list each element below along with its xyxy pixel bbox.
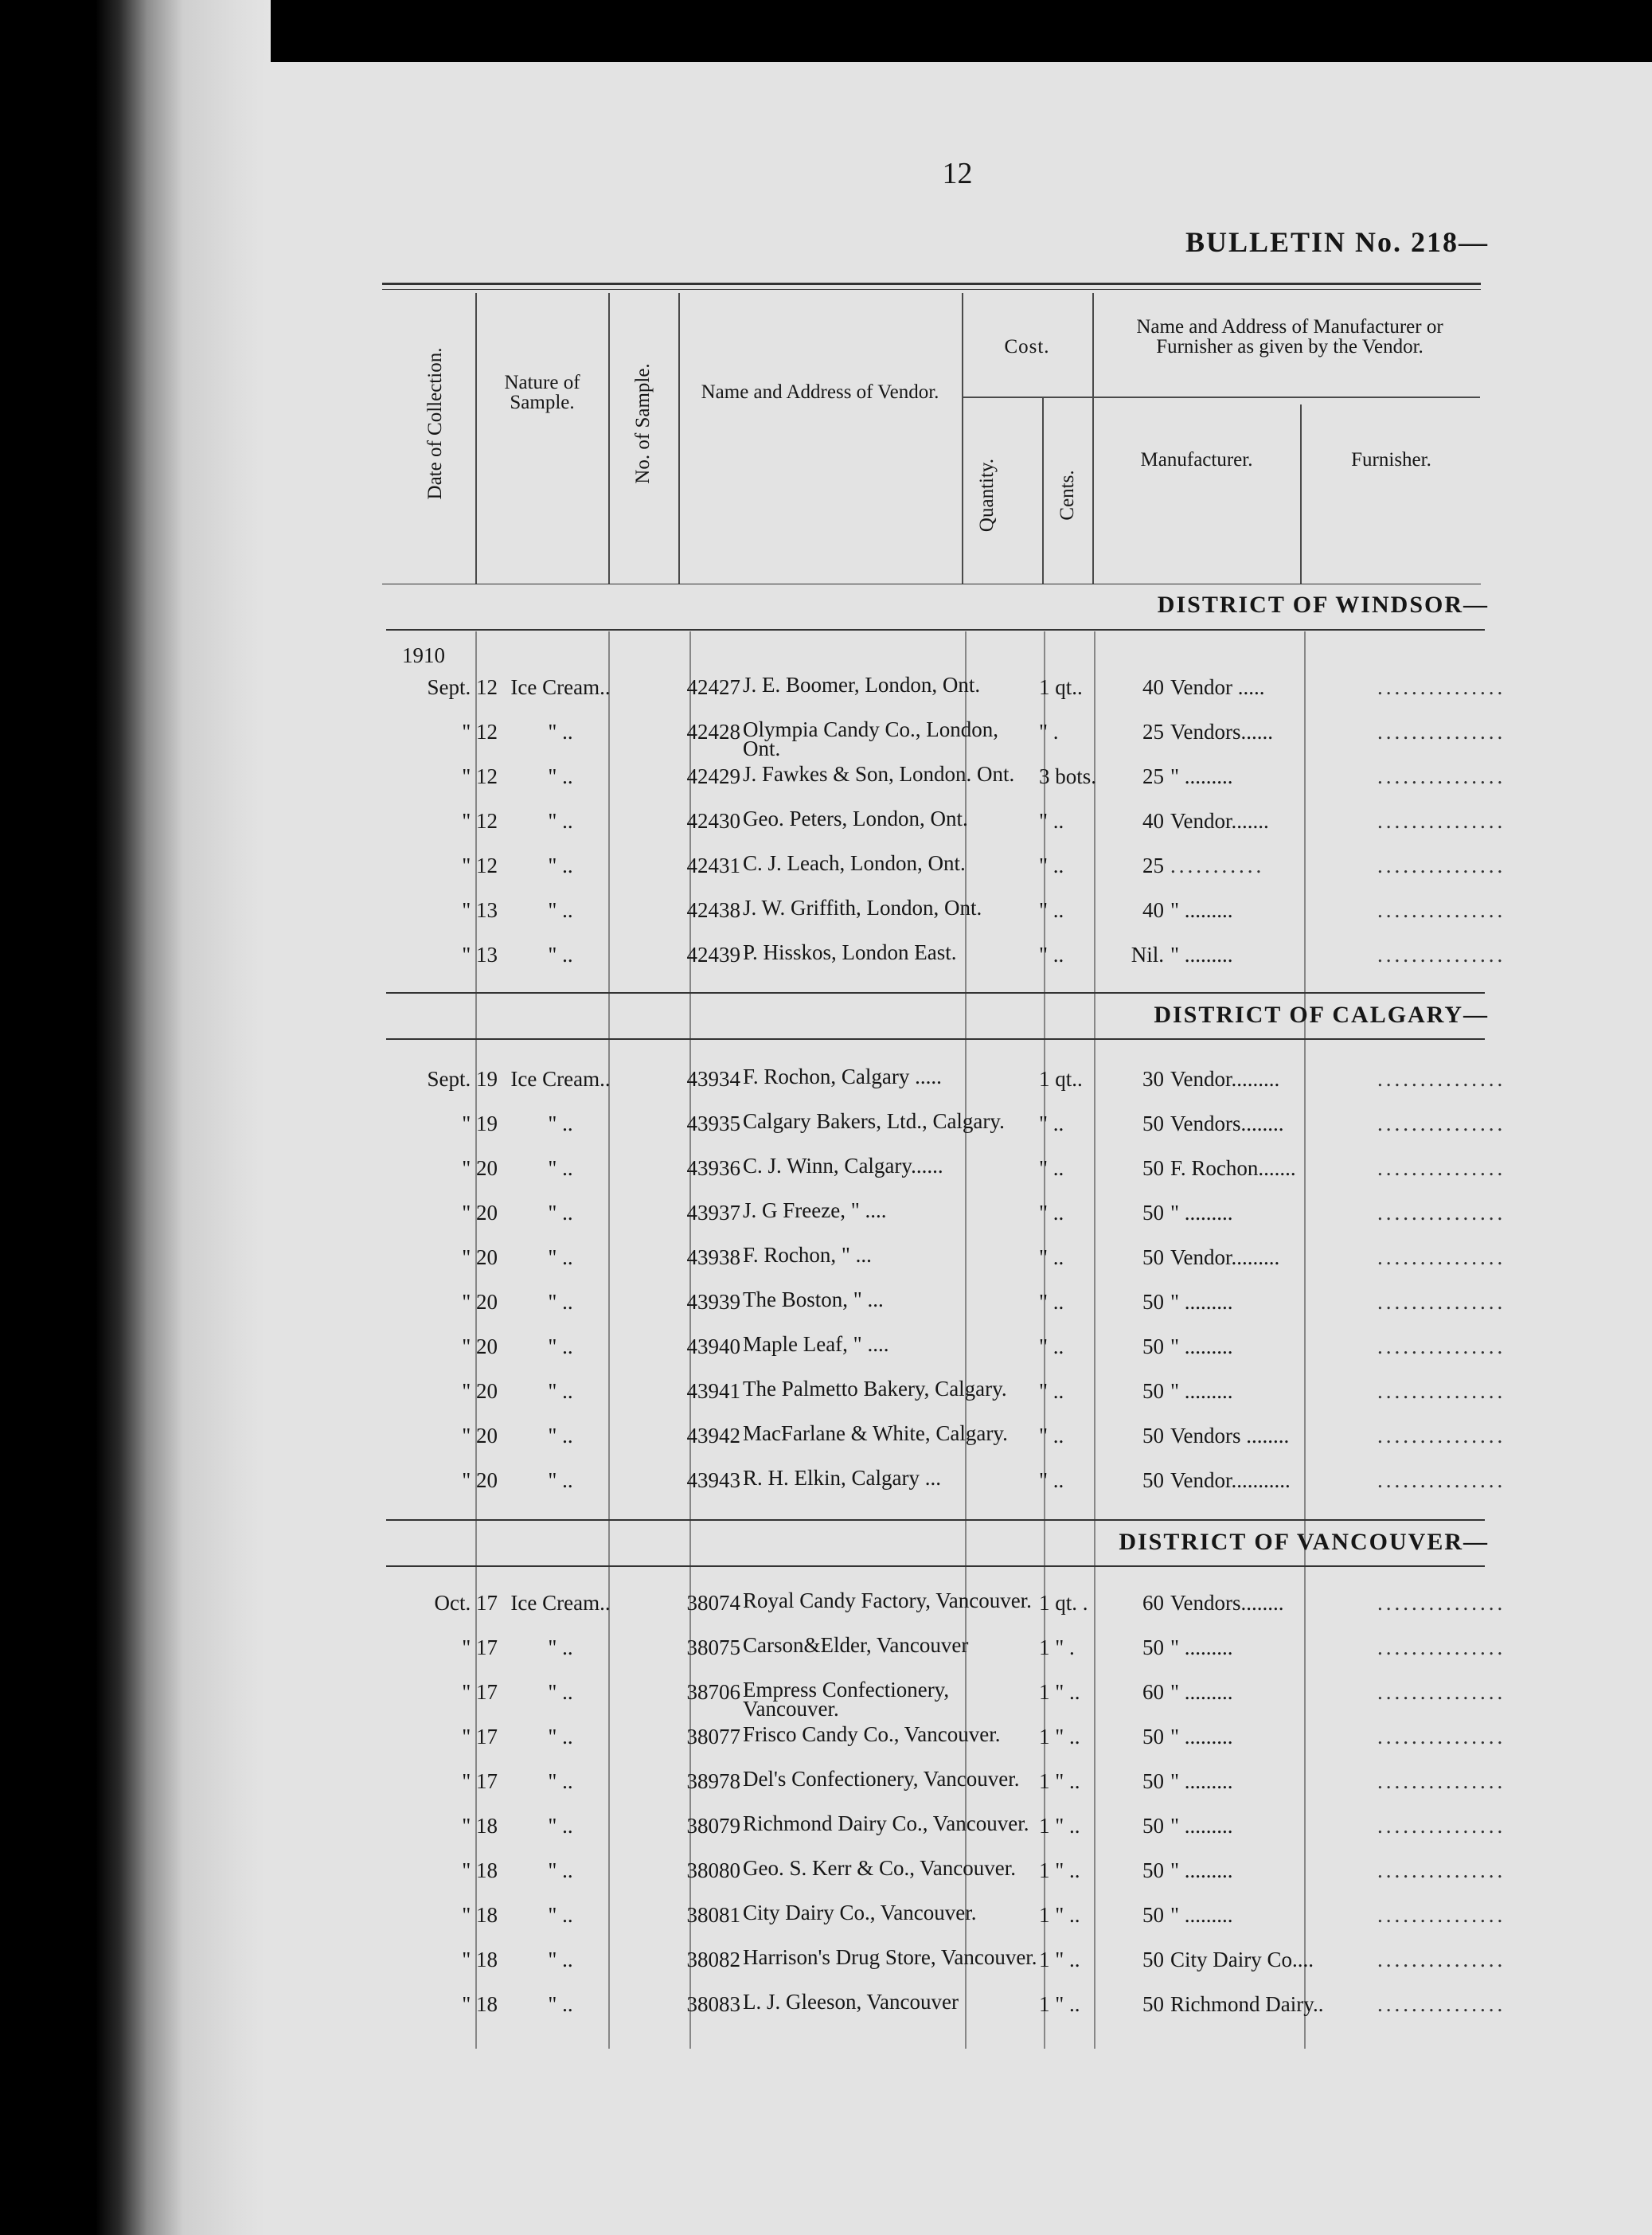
row-nature: " .. [548, 1635, 573, 1659]
row-date: " 18 [462, 1858, 498, 1882]
row-nature: Ice Cream.. [510, 675, 611, 699]
row-vendor: F. Rochon, Calgary ..... [743, 1065, 942, 1088]
district-heading-windsor: DISTRICT OF WINDSOR— [1157, 592, 1489, 618]
row-date: " 19 [462, 1112, 498, 1135]
row-furnisher: ............... [1377, 1680, 1506, 1704]
row-nature: " .. [548, 1814, 573, 1838]
row-nature: " .. [548, 854, 573, 877]
table-row [382, 1421, 1537, 1468]
row-furnisher: ............... [1377, 675, 1506, 699]
row-cents: 50 [1142, 1635, 1164, 1659]
row-vendor: J. Fawkes & Son, London. Ont. [743, 762, 1015, 786]
page-number: 12 [942, 157, 973, 190]
row-cents: 30 [1142, 1067, 1164, 1091]
row-cents: 50 [1142, 1948, 1164, 1971]
header-furnisher: Furnisher. [1351, 449, 1431, 471]
row-cents: 25 [1142, 764, 1164, 788]
row-manufacturer: Richmond Dairy.. [1170, 1992, 1324, 2016]
row-date: " 13 [462, 898, 498, 922]
row-quantity: " .. [1039, 943, 1064, 967]
row-furnisher: ............... [1377, 1201, 1506, 1225]
row-cents: 60 [1142, 1680, 1164, 1704]
row-furnisher: ............... [1377, 1290, 1506, 1314]
row-nature: " .. [548, 1379, 573, 1403]
row-date: Oct. 17 [434, 1591, 498, 1615]
row-vendor: Geo. S. Kerr & Co., Vancouver. [743, 1856, 1016, 1880]
row-nature: " .. [548, 1156, 573, 1180]
row-sample-no: 38079 [686, 1814, 740, 1838]
row-furnisher: ............... [1377, 1635, 1506, 1659]
table-row [382, 1858, 1537, 1903]
row-manufacturer: Vendor......... [1170, 1245, 1280, 1269]
row-vendor: Empress Confectionery, Vancouver. [743, 1678, 950, 1721]
district-rule [386, 992, 1485, 994]
row-cents: 40 [1142, 675, 1164, 699]
row-manufacturer: Vendor....... [1170, 809, 1269, 833]
row-sample-no: 42439 [686, 943, 740, 967]
row-cents: 50 [1142, 1334, 1164, 1358]
row-quantity: 1 " .. [1039, 1948, 1080, 1971]
row-manufacturer: " ......... [1170, 898, 1233, 922]
row-nature: " .. [548, 1858, 573, 1882]
row-sample-no: 38081 [686, 1903, 740, 1927]
row-vendor: Richmond Dairy Co., Vancouver. [743, 1811, 1029, 1835]
header-sample-no: No. of Sample. [632, 363, 654, 484]
header-divider [1042, 397, 1044, 584]
row-manufacturer: Vendor ..... [1170, 675, 1265, 699]
row-date: " 20 [462, 1156, 498, 1180]
row-sample-no: 38075 [686, 1635, 740, 1659]
row-sample-no: 43937 [686, 1201, 740, 1225]
cost-subrule [963, 397, 1092, 398]
header-divider [1300, 404, 1302, 584]
row-nature: " .. [548, 1948, 573, 1971]
row-vendor: P. Hisskos, London East. [743, 940, 957, 964]
row-date: " 18 [462, 1814, 498, 1838]
row-cents: 50 [1142, 1156, 1164, 1180]
row-quantity: " .. [1039, 1424, 1064, 1448]
row-vendor: The Boston, " ... [743, 1287, 884, 1311]
header-divider [475, 293, 477, 584]
header-divider [608, 293, 610, 584]
row-sample-no: 43941 [686, 1379, 740, 1403]
row-cents: 50 [1142, 1201, 1164, 1225]
row-vendor: R. H. Elkin, Calgary ... [743, 1466, 941, 1490]
row-vendor: Olympia Candy Co., London, Ont. [743, 717, 998, 760]
row-nature: " .. [548, 1424, 573, 1448]
row-date: " 12 [462, 854, 498, 877]
row-sample-no: 42430 [686, 809, 740, 833]
row-manufacturer: " ......... [1170, 1379, 1233, 1403]
row-sample-no: 38080 [686, 1858, 740, 1882]
row-sample-no: 43943 [686, 1468, 740, 1492]
row-nature: " .. [548, 1334, 573, 1358]
row-date: " 17 [462, 1769, 498, 1793]
row-sample-no: 43934 [686, 1067, 740, 1091]
table-row [382, 1156, 1537, 1201]
row-quantity: " .. [1039, 1334, 1064, 1358]
row-quantity: 1 " .. [1039, 1769, 1080, 1793]
row-quantity: 1 qt.. [1039, 1067, 1083, 1091]
row-date: Sept. 12 [427, 675, 498, 699]
row-cents: 50 [1142, 1245, 1164, 1269]
row-furnisher: ............... [1377, 1725, 1506, 1749]
row-manufacturer: " ......... [1170, 1290, 1233, 1314]
row-nature: " .. [548, 1769, 573, 1793]
table-row [382, 1468, 1537, 1513]
header-top-rule [382, 283, 1481, 285]
header-manufacturer: Manufacturer. [1140, 449, 1253, 471]
document-page [263, 62, 1652, 2235]
header-quantity: Quantity. [976, 458, 998, 533]
row-nature: " .. [548, 898, 573, 922]
row-date: " 20 [462, 1468, 498, 1492]
header-vendor: Name and Address of Vendor. [701, 381, 939, 403]
table-row [382, 1588, 1537, 1635]
row-vendor: MacFarlane & White, Calgary. [743, 1421, 1008, 1445]
row-furnisher: ............... [1377, 1156, 1506, 1180]
row-furnisher: ............... [1377, 720, 1506, 744]
row-cents: 50 [1142, 1379, 1164, 1403]
row-quantity: " . [1039, 720, 1059, 744]
row-date: " 20 [462, 1424, 498, 1448]
row-date: " 20 [462, 1201, 498, 1225]
row-furnisher: ............... [1377, 1334, 1506, 1358]
row-cents: 25 [1142, 720, 1164, 744]
row-date: " 12 [462, 764, 498, 788]
row-quantity: 1 " .. [1039, 1680, 1080, 1704]
bulletin-title: BULLETIN No. 218— [1185, 226, 1489, 258]
row-date: " 20 [462, 1290, 498, 1314]
row-furnisher: ............... [1377, 1992, 1506, 2016]
row-manufacturer: ........... [1170, 854, 1265, 877]
header-date: Date of Collection. [424, 347, 446, 500]
row-cents: 50 [1142, 1769, 1164, 1793]
row-furnisher: ............... [1377, 1067, 1506, 1091]
row-manufacturer: " ......... [1170, 943, 1233, 967]
table-row [382, 1680, 1537, 1725]
table-row [382, 1379, 1537, 1424]
row-nature: " .. [548, 720, 573, 744]
row-manufacturer: " ......... [1170, 1858, 1233, 1882]
row-furnisher: ............... [1377, 1814, 1506, 1838]
row-quantity: " .. [1039, 898, 1064, 922]
table-row [382, 1811, 1537, 1858]
row-sample-no: 43938 [686, 1245, 740, 1269]
row-manufacturer: " ......... [1170, 1814, 1233, 1838]
row-vendor: J. E. Boomer, London, Ont. [743, 673, 981, 697]
row-cents: 40 [1142, 809, 1164, 833]
row-sample-no: 43940 [686, 1334, 740, 1358]
row-cents: 50 [1142, 1858, 1164, 1882]
row-quantity: " .. [1039, 1156, 1064, 1180]
row-quantity: 3 bots. [1039, 764, 1097, 788]
row-furnisher: ............... [1377, 1948, 1506, 1971]
row-quantity: " .. [1039, 1468, 1064, 1492]
row-vendor: Del's Confectionery, Vancouver. [743, 1767, 1020, 1791]
row-quantity: " .. [1039, 1290, 1064, 1314]
row-manufacturer: " ......... [1170, 1635, 1233, 1659]
row-date: " 12 [462, 720, 498, 744]
table-row [382, 851, 1537, 898]
row-manufacturer: " ......... [1170, 1903, 1233, 1927]
row-quantity: 1 " .. [1039, 1903, 1080, 1927]
table-row [382, 1245, 1537, 1290]
row-quantity: " .. [1039, 1201, 1064, 1225]
row-furnisher: ............... [1377, 1468, 1506, 1492]
district-rule [386, 1519, 1485, 1521]
row-manufacturer: " ......... [1170, 1769, 1233, 1793]
row-date: " 20 [462, 1245, 498, 1269]
mfr-subrule [1094, 397, 1480, 398]
row-quantity: " .. [1039, 1112, 1064, 1135]
row-date: " 17 [462, 1725, 498, 1749]
row-cents: 50 [1142, 1468, 1164, 1492]
row-nature: " .. [548, 1245, 573, 1269]
row-cents: 50 [1142, 1424, 1164, 1448]
year-label: 1910 [402, 643, 445, 667]
row-sample-no: 38083 [686, 1992, 740, 2016]
row-manufacturer: F. Rochon....... [1170, 1156, 1296, 1180]
row-furnisher: ............... [1377, 1245, 1506, 1269]
row-date: " 20 [462, 1334, 498, 1358]
row-vendor: C. J. Leach, London, Ont. [743, 851, 966, 875]
row-nature: " .. [548, 1725, 573, 1749]
row-vendor: J. G Freeze, " .... [743, 1198, 887, 1222]
row-nature: Ice Cream.. [510, 1067, 611, 1091]
row-date: " 17 [462, 1680, 498, 1704]
row-nature: " .. [548, 1992, 573, 2016]
table-row [382, 1992, 1537, 2037]
row-nature: " .. [548, 1112, 573, 1135]
row-quantity: " .. [1039, 1245, 1064, 1269]
row-sample-no: 43936 [686, 1156, 740, 1180]
header-mfr-group: Name and Address of Manufacturer or Furnisher as given by the Vendor. [1136, 316, 1443, 358]
row-nature: " .. [548, 943, 573, 967]
row-vendor: Maple Leaf, " .... [743, 1332, 889, 1356]
row-quantity: 1 " .. [1039, 1992, 1080, 2016]
row-sample-no: 43942 [686, 1424, 740, 1448]
row-manufacturer: Vendor........... [1170, 1468, 1291, 1492]
table-row [382, 1635, 1537, 1680]
row-date: " 13 [462, 943, 498, 967]
header-divider [1092, 293, 1094, 584]
row-quantity: 1 " .. [1039, 1814, 1080, 1838]
row-sample-no: 38077 [686, 1725, 740, 1749]
row-cents: 60 [1142, 1591, 1164, 1615]
row-vendor: Calgary Bakers, Ltd., Calgary. [743, 1109, 1005, 1133]
row-furnisher: ............... [1377, 943, 1506, 967]
row-vendor: Geo. Peters, London, Ont. [743, 807, 968, 830]
row-quantity: 1 " .. [1039, 1858, 1080, 1882]
district-rule [386, 1038, 1485, 1040]
row-manufacturer: " ......... [1170, 1680, 1233, 1704]
row-nature: " .. [548, 1201, 573, 1225]
row-manufacturer: Vendors ........ [1170, 1424, 1290, 1448]
district-heading-vancouver: DISTRICT OF VANCOUVER— [1119, 1529, 1489, 1555]
row-vendor: F. Rochon, " ... [743, 1243, 872, 1267]
row-quantity: 1 " . [1039, 1635, 1075, 1659]
row-vendor: Carson&Elder, Vancouver [743, 1633, 969, 1657]
district-rule [386, 1565, 1485, 1567]
row-quantity: 1 qt.. [1039, 675, 1083, 699]
row-vendor: Royal Candy Factory, Vancouver. [743, 1588, 1032, 1612]
row-quantity: " .. [1039, 809, 1064, 833]
row-date: " 20 [462, 1379, 498, 1403]
row-nature: " .. [548, 1468, 573, 1492]
row-nature: " .. [548, 1903, 573, 1927]
row-furnisher: ............... [1377, 1424, 1506, 1448]
row-quantity: 1 qt. . [1039, 1591, 1088, 1615]
table-row [382, 764, 1537, 809]
row-quantity: " .. [1039, 854, 1064, 877]
row-furnisher: ............... [1377, 898, 1506, 922]
table-row [382, 809, 1537, 854]
row-cents: 50 [1142, 1290, 1164, 1314]
row-nature: " .. [548, 1290, 573, 1314]
row-vendor: C. J. Winn, Calgary...... [743, 1154, 943, 1178]
row-furnisher: ............... [1377, 1112, 1506, 1135]
row-nature: " .. [548, 1680, 573, 1704]
table-row [382, 1198, 1537, 1245]
row-nature: Ice Cream.. [510, 1591, 611, 1615]
table-row [382, 1903, 1537, 1948]
row-cents: 50 [1142, 1992, 1164, 2016]
row-vendor: L. J. Gleeson, Vancouver [743, 1990, 959, 2014]
district-rule [386, 629, 1485, 631]
row-sample-no: 38074 [686, 1591, 740, 1615]
header-cents: Cents. [1056, 470, 1078, 521]
row-sample-no: 43935 [686, 1112, 740, 1135]
row-sample-no: 42429 [686, 764, 740, 788]
row-manufacturer: " ......... [1170, 1725, 1233, 1749]
row-manufacturer: Vendor......... [1170, 1067, 1280, 1091]
row-manufacturer: City Dairy Co.... [1170, 1948, 1314, 1971]
row-sample-no: 43939 [686, 1290, 740, 1314]
row-manufacturer: Vendors........ [1170, 1112, 1284, 1135]
row-sample-no: 42438 [686, 898, 740, 922]
row-cents: 25 [1142, 854, 1164, 877]
table-row [382, 675, 1537, 720]
row-vendor: City Dairy Co., Vancouver. [743, 1901, 977, 1924]
row-furnisher: ............... [1377, 809, 1506, 833]
row-vendor: J. W. Griffith, London, Ont. [743, 896, 982, 920]
row-date: " 17 [462, 1635, 498, 1659]
table-row [382, 1109, 1537, 1156]
row-vendor: Harrison's Drug Store, Vancouver. [743, 1945, 1037, 1969]
row-manufacturer: " ......... [1170, 764, 1233, 788]
row-quantity: " .. [1039, 1379, 1064, 1403]
row-sample-no: 42431 [686, 854, 740, 877]
row-cents: 50 [1142, 1725, 1164, 1749]
row-date: " 12 [462, 809, 498, 833]
row-nature: " .. [548, 764, 573, 788]
table-row [382, 1945, 1537, 1992]
district-heading-calgary: DISTRICT OF CALGARY— [1154, 1002, 1489, 1028]
table-row [382, 1722, 1537, 1769]
row-nature: " .. [548, 809, 573, 833]
row-cents: 50 [1142, 1903, 1164, 1927]
row-manufacturer: Vendors........ [1170, 1591, 1284, 1615]
row-cents: 50 [1142, 1814, 1164, 1838]
header-top-rule-2 [382, 289, 1481, 290]
row-vendor: The Palmetto Bakery, Calgary. [743, 1377, 1007, 1401]
row-cents: 40 [1142, 898, 1164, 922]
row-furnisher: ............... [1377, 1591, 1506, 1615]
header-nature: Nature of Sample. [504, 372, 580, 413]
header-divider [678, 293, 680, 584]
row-sample-no: 42428 [686, 720, 740, 744]
row-furnisher: ............... [1377, 1769, 1506, 1793]
row-furnisher: ............... [1377, 1858, 1506, 1882]
row-date: " 18 [462, 1903, 498, 1927]
row-furnisher: ............... [1377, 1379, 1506, 1403]
row-sample-no: 38706 [686, 1680, 740, 1704]
row-sample-no: 42427 [686, 675, 740, 699]
table-row [382, 940, 1537, 987]
table-row [382, 898, 1537, 943]
scan-edge [0, 0, 271, 2235]
row-date: " 18 [462, 1992, 498, 2016]
row-manufacturer: " ......... [1170, 1334, 1233, 1358]
table-row [382, 1769, 1537, 1814]
row-manufacturer: Vendors...... [1170, 720, 1273, 744]
table-row [382, 1067, 1537, 1112]
row-sample-no: 38978 [686, 1769, 740, 1793]
row-furnisher: ............... [1377, 854, 1506, 877]
row-cents: Nil. [1131, 943, 1164, 967]
row-sample-no: 38082 [686, 1948, 740, 1971]
row-date: " 18 [462, 1948, 498, 1971]
row-quantity: 1 " .. [1039, 1725, 1080, 1749]
row-vendor: Frisco Candy Co., Vancouver. [743, 1722, 1001, 1746]
table-row [382, 1334, 1537, 1379]
row-date: Sept. 19 [427, 1067, 498, 1091]
table-row [382, 717, 1537, 764]
table-row [382, 1287, 1537, 1334]
row-furnisher: ............... [1377, 764, 1506, 788]
row-furnisher: ............... [1377, 1903, 1506, 1927]
row-cents: 50 [1142, 1112, 1164, 1135]
row-manufacturer: " ......... [1170, 1201, 1233, 1225]
header-cost: Cost. [1004, 336, 1050, 358]
